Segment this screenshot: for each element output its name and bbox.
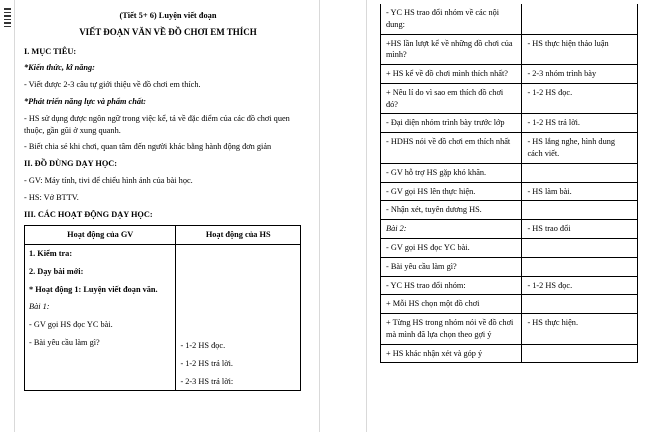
heading-do-dung: II. ĐỒ DÙNG DẠY HỌC: (24, 159, 118, 169)
text-nang-luc-2: - Biết chia sẻ khi chơi, quan tâm đến người khác bằng hành động đơn giản (24, 142, 272, 152)
cell-hs (522, 295, 638, 314)
cell-hs: - HS thực hiện. (522, 314, 638, 345)
gv-line-5: - GV gọi HS đọc YC bài. (29, 320, 113, 330)
table-row (381, 133, 638, 164)
text-do-dung-2: - HS: Vở BTTV. (24, 192, 79, 202)
cell-gv: + Mỗi HS chọn một đồ chơi (381, 295, 522, 314)
page-title: VIẾT ĐOẠN VĂN VỀ ĐỒ CHƠI EM THÍCH (79, 26, 257, 37)
cell-hs: - HS thực hiện thảo luận (522, 34, 638, 65)
activities-table-continued (380, 4, 638, 363)
cell-gv: - Nhận xét, tuyên dương HS. (381, 201, 522, 220)
gv-line-2: 2. Dạy bài mới: (29, 266, 84, 276)
table-row (381, 257, 638, 276)
cell-gv: - GV gọi HS lên thực hiện. (381, 182, 522, 201)
gv-line-1: 1. Kiểm tra: (29, 249, 73, 259)
activities-table (24, 225, 301, 391)
cell-gv: - YC HS trao đổi nhóm: (381, 276, 522, 295)
cell-gv: - HDHS nói về đồ chơi em thích nhất (381, 133, 522, 164)
text-kien-thuc-1: - Viết được 2-3 câu tự giới thiệu về đồ chơi em thích. (24, 80, 201, 90)
right-page (366, 0, 650, 432)
cell-gv: +HS lần lượt kể về những đồ chơi của mình? (381, 34, 522, 65)
table-row (381, 344, 638, 363)
cell-hs (176, 245, 301, 391)
gv-line-3: * Hoạt động 1: Luyện viết đoạn văn. (29, 284, 158, 294)
heading-muc-tieu: I. MỤC TIÊU: (24, 46, 77, 56)
document-content (14, 6, 320, 391)
heading-kien-thuc: *Kiến thức, kĩ năng: (24, 63, 95, 73)
heading-nang-luc: *Phát triển năng lực và phẩm chất: (24, 97, 147, 107)
hs-line-2: - 1-2 HS trả lời. (180, 358, 233, 368)
cell-hs (522, 238, 638, 257)
table-row (381, 34, 638, 65)
cell-gv: - YC HS trao đổi nhóm về các nội dung: (381, 4, 522, 34)
cell-hs (522, 163, 638, 182)
table-row (381, 114, 638, 133)
cell-gv: + HS kể về đồ chơi mình thích nhất? (381, 65, 522, 84)
gv-line-6: - Bài yêu cầu làm gì? (29, 337, 100, 347)
table-row (381, 4, 638, 34)
text-do-dung-1: - GV: Máy tính, tivi để chiếu hình ảnh của bài học. (24, 175, 193, 185)
cell-gv: - GV hỗ trợ HS gặp khó khăn. (381, 163, 522, 182)
cell-hs (522, 4, 638, 34)
cell-hs (522, 344, 638, 363)
cell-hs: - HS làm bài. (522, 182, 638, 201)
cell-hs: - 1-2 HS đọc. (522, 276, 638, 295)
cell-gv: - GV gọi HS đọc YC bài. (381, 238, 522, 257)
table-row (381, 65, 638, 84)
cell-hs: - HS trao đổi (522, 220, 638, 239)
cell-hs: - 1-2 HS trả lời. (522, 114, 638, 133)
table-header-row (25, 226, 301, 245)
column-header-hs: Hoạt động của HS (176, 226, 301, 245)
table-row (381, 295, 638, 314)
gv-line-4: Bài 1: (29, 302, 50, 312)
table-row (381, 201, 638, 220)
cell-gv: + HS khác nhận xét và góp ý (381, 344, 522, 363)
hs-line-3: - 2-3 HS trả lời: (180, 376, 234, 386)
cell-hs (522, 201, 638, 220)
table-row (381, 182, 638, 201)
table-row (381, 220, 638, 239)
column-header-gv: Hoạt động của GV (25, 226, 176, 245)
cell-gv (25, 245, 176, 391)
heading-hoat-dong: III. CÁC HOẠT ĐỘNG DẠY HỌC: (24, 209, 153, 219)
table-row (381, 314, 638, 345)
cell-hs: - 2-3 nhóm trình bày (522, 65, 638, 84)
cell-gv: - Đại diện nhóm trình bày trước lớp (381, 114, 522, 133)
cell-gv: - Bài yêu cầu làm gì? (381, 257, 522, 276)
table-row (381, 238, 638, 257)
cell-hs: - 1-2 HS đọc. (522, 83, 638, 114)
cell-gv: Bài 2: (381, 220, 522, 239)
grip-dots-icon (4, 8, 12, 27)
cell-gv: + Nêu lí do vì sao em thích đồ chơi đó? (381, 83, 522, 114)
table-row (381, 163, 638, 182)
hs-line-1: - 1-2 HS đọc. (180, 341, 226, 351)
cell-hs (522, 257, 638, 276)
text-nang-luc-1: - HS sử dụng được ngôn ngữ trong việc kể, tả về đặc điểm của các đồ chơi quen thuộc, gần gũi ở xung quanh. (24, 113, 290, 135)
cell-gv: + Từng HS trong nhóm nói về đồ chơi mà mình đã lựa chọn theo gợi ý (381, 314, 522, 345)
header-line: (Tiết 5+ 6) Luyện viết đoạn (119, 11, 217, 20)
cell-hs: - HS lắng nghe, hình dung cách viết. (522, 133, 638, 164)
table-row (381, 276, 638, 295)
table-row (25, 245, 301, 391)
table-row (381, 83, 638, 114)
